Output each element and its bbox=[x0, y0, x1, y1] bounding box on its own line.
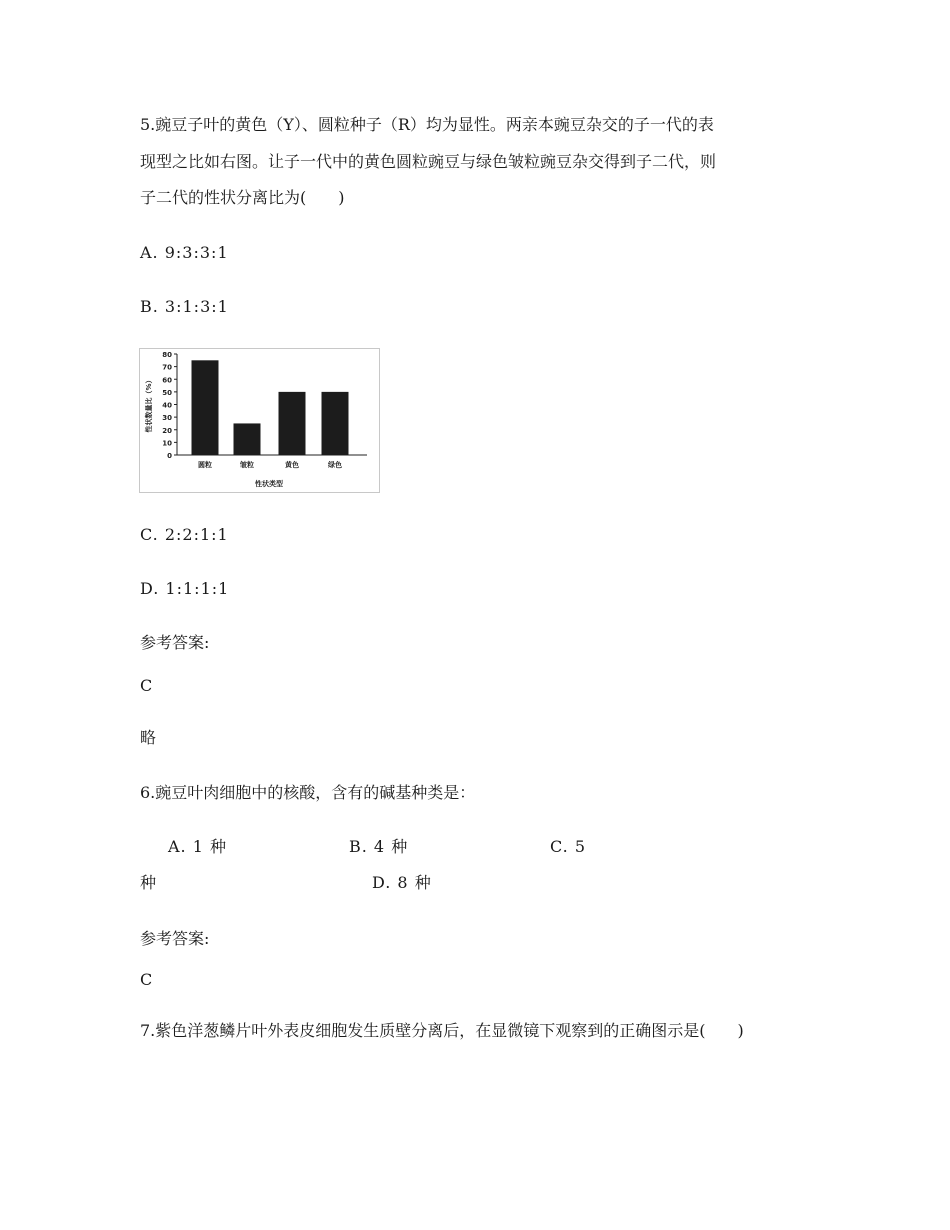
q5-stem-line-1: 5.豌豆子叶的黄色（Y）、圆粒种子（R）均为显性。两亲本豌豆杂交的子一代的表 bbox=[140, 115, 714, 134]
q5-stem-line-2: 现型之比如右图。让子一代中的黄色圆粒豌豆与绿色皱粒豌豆杂交得到子二代，则 bbox=[140, 152, 717, 171]
y-axis-label: 性状数量比（%） bbox=[145, 376, 153, 433]
q5-answer-label: 参考答案: bbox=[140, 633, 210, 652]
q5-answer: C bbox=[140, 676, 153, 695]
chart-svg bbox=[139, 348, 380, 493]
q6-option-c-continued: 种 bbox=[140, 873, 157, 892]
x-tick-label: 圆粒 bbox=[198, 461, 212, 469]
q5-option-d: D. 1:1:1:1 bbox=[140, 579, 230, 598]
x-tick-label: 皱粒 bbox=[240, 461, 254, 469]
y-tick-label: 20 bbox=[162, 426, 172, 435]
q6-option-a: A. 1 种 bbox=[168, 837, 227, 856]
q5-option-c: C. 2:2:1:1 bbox=[140, 525, 229, 544]
q5-stem-line-3: 子二代的性状分离比为( ) bbox=[140, 188, 345, 207]
y-tick-label: 50 bbox=[162, 388, 172, 397]
y-tick-label: 0 bbox=[167, 452, 172, 460]
q6-option-c: C. 5 bbox=[550, 837, 587, 856]
q6-option-d: D. 8 种 bbox=[372, 873, 432, 892]
x-axis-label: 性状类型 bbox=[255, 480, 283, 488]
q7-stem: 7.紫色洋葱鳞片叶外表皮细胞发生质壁分离后，在显微镜下观察到的正确图示是( ) bbox=[140, 1021, 744, 1040]
q6-option-b: B. 4 种 bbox=[349, 837, 409, 856]
q5-explanation: 略 bbox=[140, 728, 157, 747]
q6-stem: 6.豌豆叶肉细胞中的核酸，含有的碱基种类是： bbox=[140, 783, 476, 802]
x-tick-label: 绿色 bbox=[328, 461, 342, 469]
x-tick-label: 黄色 bbox=[285, 461, 299, 469]
bar bbox=[279, 392, 306, 455]
y-tick-label: 80 bbox=[162, 351, 172, 359]
y-tick-label: 60 bbox=[162, 376, 172, 385]
y-tick-label: 30 bbox=[162, 414, 172, 423]
q6-answer-label: 参考答案: bbox=[140, 929, 210, 948]
y-tick-label: 40 bbox=[162, 401, 172, 410]
bar bbox=[322, 392, 349, 455]
bar bbox=[234, 423, 261, 455]
y-tick-label: 70 bbox=[162, 363, 172, 372]
q5-option-b: B. 3:1:3:1 bbox=[140, 297, 229, 316]
q5-option-a: A. 9:3:3:1 bbox=[140, 243, 229, 262]
trait-ratio-bar-chart bbox=[139, 348, 380, 493]
bar bbox=[192, 360, 219, 455]
y-tick-label: 10 bbox=[162, 439, 172, 448]
q6-answer: C bbox=[140, 970, 153, 989]
